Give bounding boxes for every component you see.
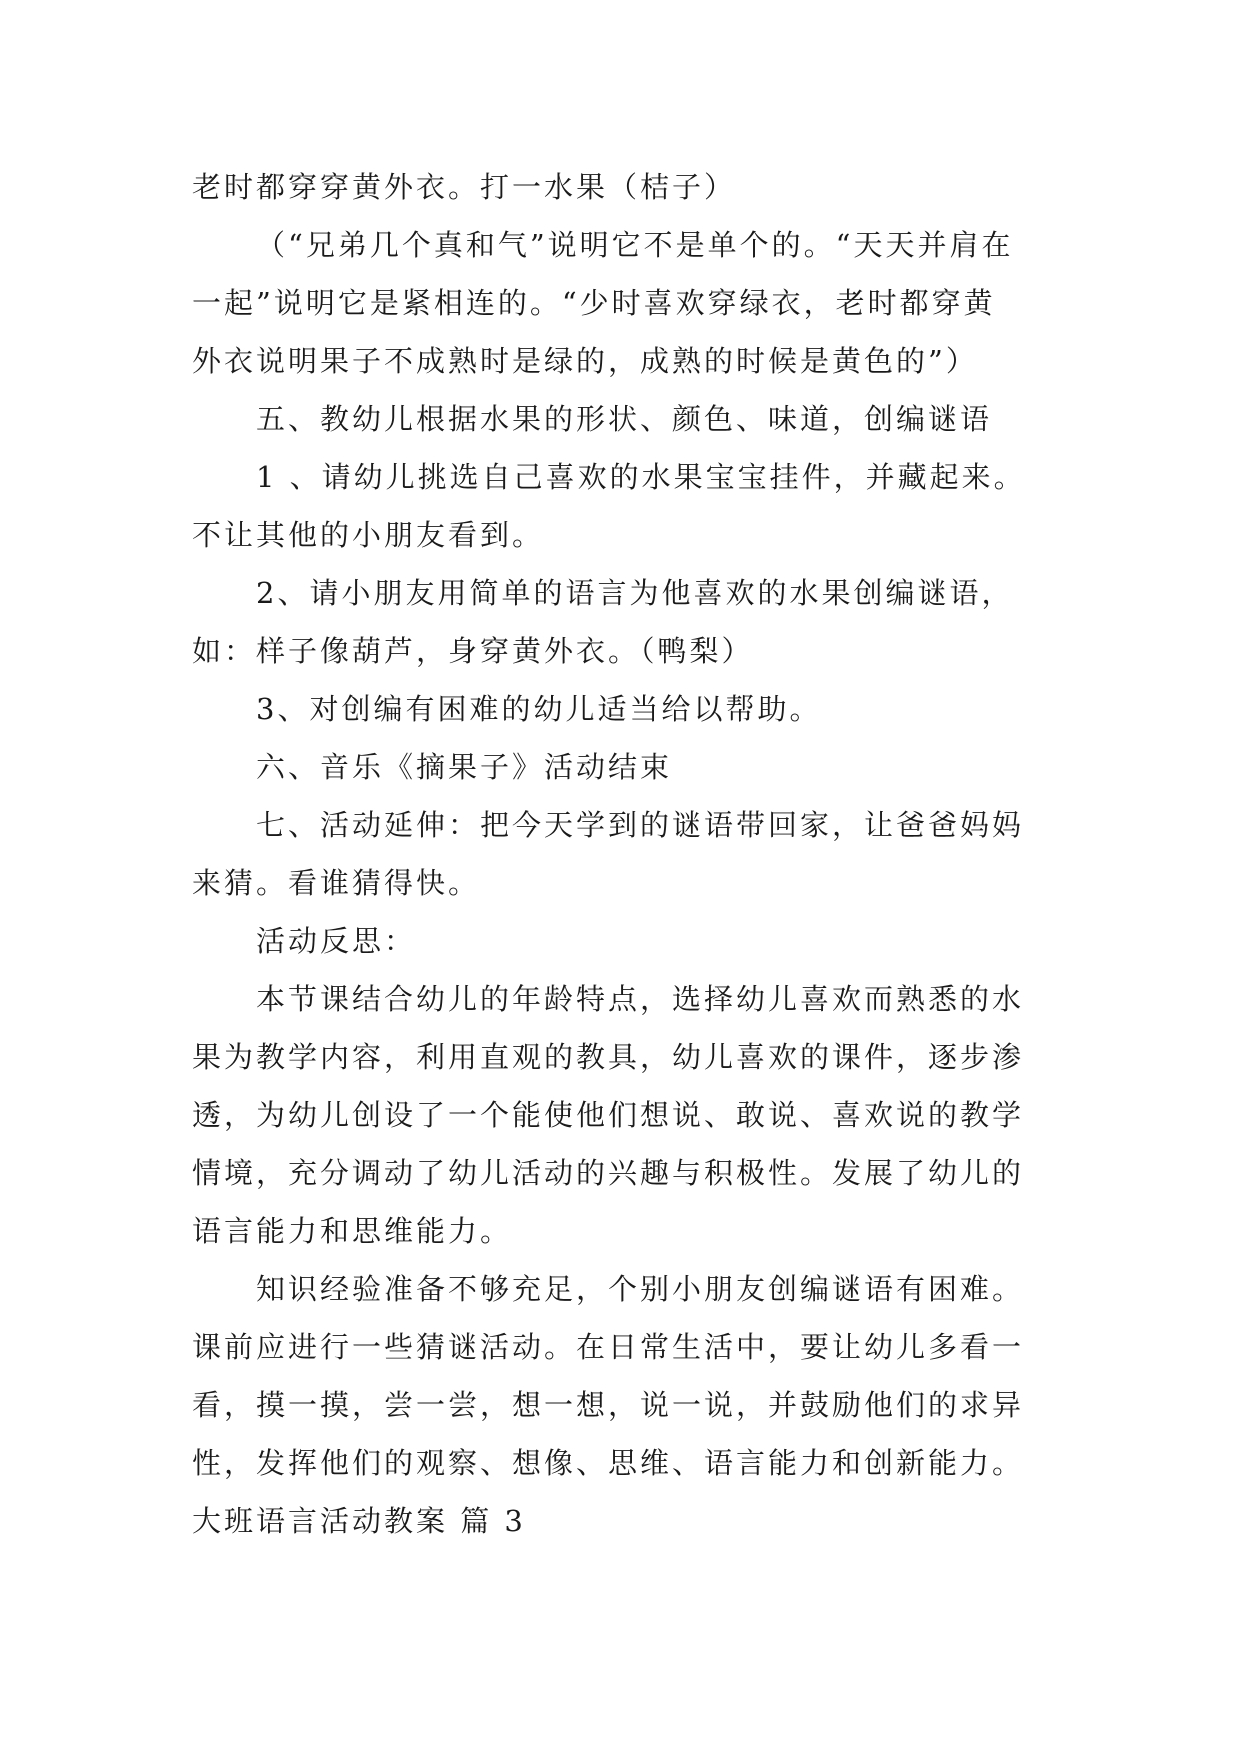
text-line: 性，发挥他们的观察、想像、思维、语言能力和创新能力。 [192,1446,1025,1480]
text-line: 情境，充分调动了幼儿活动的兴趣与积极性。发展了幼儿的 [192,1156,1025,1190]
text-line: 2、请小朋友用简单的语言为他喜欢的水果创编谜语， [256,576,1014,610]
text-line: 1 、请幼儿挑选自己喜欢的水果宝宝挂件，并藏起来。 [256,460,1026,494]
text-line: 不让其他的小朋友看到。 [192,518,545,552]
text-line: 课前应进行一些猜谜活动。在日常生活中，要让幼儿多看一 [192,1330,1025,1364]
text-line: 来猜。看谁猜得快。 [192,866,481,900]
text-line: 五、教幼儿根据水果的形状、颜色、味道，创编谜语 [256,402,993,436]
text-line: （“兄弟几个真和气”说明它不是单个的。“天天并肩在 [256,228,1014,262]
text-line: 七、活动延伸：把今天学到的谜语带回家，让爸爸妈妈 [256,808,1025,842]
text-line: 果为教学内容，利用直观的教具，幼儿喜欢的课件，逐步渗 [192,1040,1025,1074]
text-line: 透，为幼儿创设了一个能使他们想说、敢说、喜欢说的教学 [192,1098,1025,1132]
text-line: 六、音乐《摘果子》活动结束 [256,750,673,784]
document-body [192,158,1072,1550]
text-line: 语言能力和思维能力。 [192,1214,513,1248]
text-line: 外衣说明果子不成熟时是绿的，成熟的时候是黄色的”） [192,344,978,378]
text-line: 本节课结合幼儿的年龄特点，选择幼儿喜欢而熟悉的水 [256,982,1025,1016]
text-line: 活动反思： [256,924,417,958]
text-line: 知识经验准备不够充足，个别小朋友创编谜语有困难。 [256,1272,1025,1306]
section-heading: 大班语言活动教案 篇 3 [192,1504,526,1538]
text-line: 老时都穿穿黄外衣。打一水果（桔子） [192,170,737,204]
text-line: 看，摸一摸，尝一尝，想一想，说一说，并鼓励他们的求异 [192,1388,1025,1422]
text-line: 如：样子像葫芦，身穿黄外衣。（鸭梨） [192,634,754,668]
text-line: 一起”说明它是紧相连的。“少时喜欢穿绿衣，老时都穿黄 [192,286,996,320]
text-line: 3、对创编有困难的幼儿适当给以帮助。 [256,692,822,726]
